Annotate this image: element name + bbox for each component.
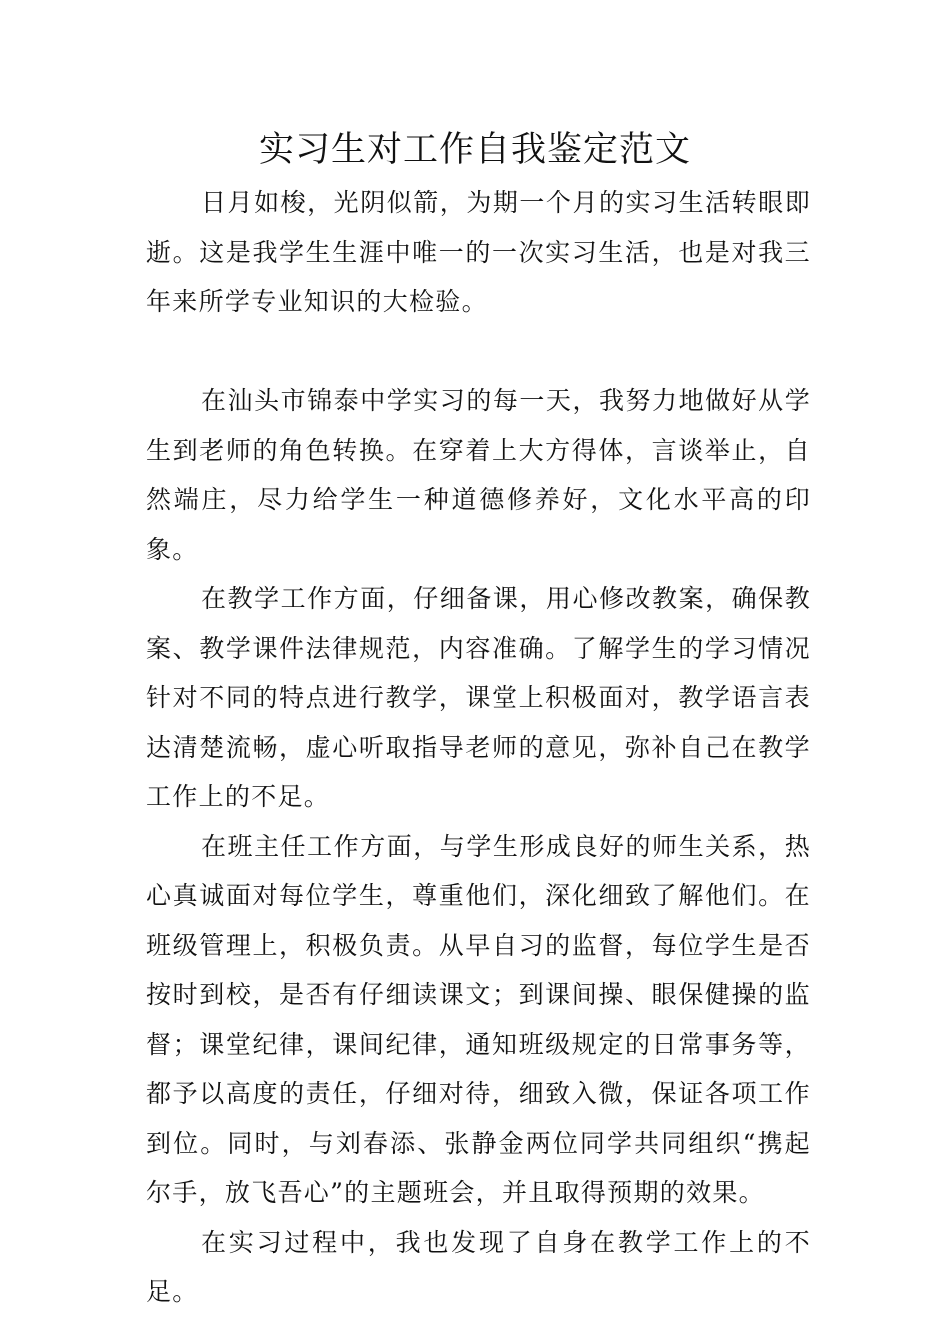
paragraph-class-management: 在班主任工作方面，与学生形成良好的师生关系，热心真诚面对每位学生，尊重他们，深化细致了解他们。在班级管理上，积极负责。从早自习的监督，每位学生是否按时到校，是否有仔细读课文；到课间操、眼保健操的监督；课堂纪律，课间纪律，通知班级规定的日常事务等，都予以高度的责任，仔细对待，细致入微，保证各项工作到位。同时，与刘春添、张静金两位同学共同组织“携起尔手，放飞吾心”的主题班会，并且取得预期的效果。 — [146, 831, 811, 1207]
document-title: 实习生对工作自我鉴定范文 — [258, 130, 691, 170]
paragraph-role-change: 在汕头市锦泰中学实习的每一天，我努力地做好从学生到老师的角色转换。在穿着上大方得体，言谈举止，自然端庄，尽力给学生一种道德修养好，文化水平高的印象。 — [146, 386, 811, 564]
paragraph-teaching: 在教学工作方面，仔细备课，用心修改教案，确保教案、教学课件法律规范，内容准确。了解学生的学习情况针对不同的特点进行教学，课堂上积极面对，教学语言表达清楚流畅，虚心听取指导老师的意见，弥补自己在教学工作上的不足。 — [146, 584, 811, 811]
document-body — [146, 178, 811, 1317]
paragraph-spacer — [146, 327, 811, 377]
paragraph-shortcomings: 在实习过程中，我也发现了自身在教学工作上的不足。 — [146, 1227, 811, 1306]
paragraph-intro: 日月如梭，光阴似箭，为期一个月的实习生活转眼即逝。这是我学生生涯中唯一的一次实习生活，也是对我三年来所学专业知识的大检验。 — [146, 188, 811, 316]
